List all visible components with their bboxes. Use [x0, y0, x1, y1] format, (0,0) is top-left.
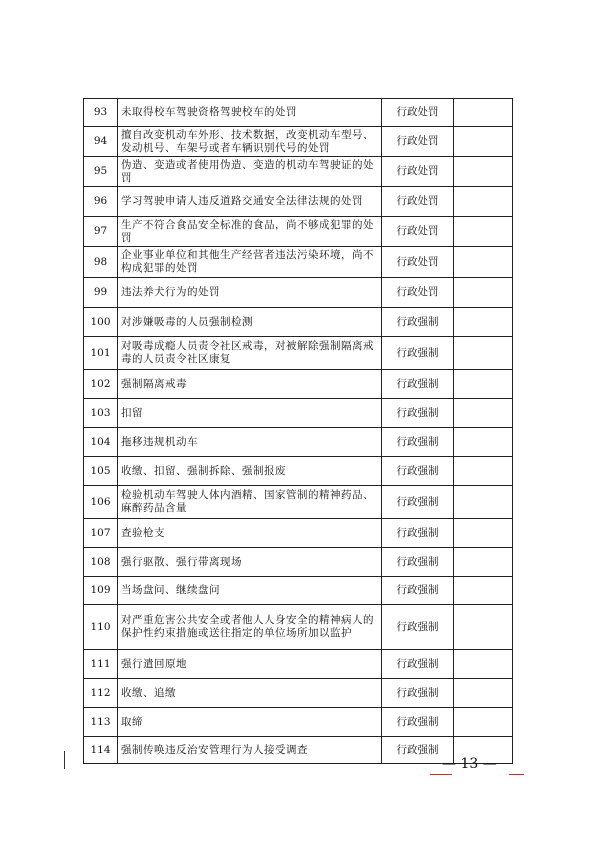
- table-row: [84, 457, 513, 486]
- row-number: 102: [84, 370, 118, 399]
- page-number-accent-right: [509, 774, 524, 775]
- remarks-cell: [454, 278, 513, 308]
- row-number: 109: [84, 577, 118, 605]
- item-description: 擅自改变机动车外形、技术数据，改变机动车型号、发动机号、车架号或者车辆识别代号的处罚: [118, 127, 382, 157]
- item-category: 行政强制: [382, 308, 454, 337]
- remarks-cell: [454, 187, 513, 217]
- table-row: [84, 679, 513, 708]
- item-category: 行政强制: [382, 548, 454, 577]
- row-number: 100: [84, 308, 118, 337]
- page-number: — 13 —: [442, 756, 497, 772]
- item-description: 企业事业单位和其他生产经营者违法污染环境，尚不构成犯罪的处罚: [118, 247, 382, 278]
- item-description: 强制隔离戒毒: [118, 370, 382, 399]
- remarks-cell: [454, 308, 513, 337]
- remarks-cell: [454, 519, 513, 548]
- table-row: [84, 519, 513, 548]
- item-category: 行政强制: [382, 577, 454, 605]
- row-number: 110: [84, 605, 118, 650]
- table-row: [84, 399, 513, 428]
- row-number: 108: [84, 548, 118, 577]
- remarks-cell: [454, 127, 513, 157]
- table-row: [84, 605, 513, 650]
- row-number: 101: [84, 337, 118, 370]
- item-category: 行政强制: [382, 737, 454, 764]
- table-row: [84, 247, 513, 278]
- row-number: 96: [84, 187, 118, 217]
- item-category: 行政强制: [382, 605, 454, 650]
- item-category: 行政强制: [382, 708, 454, 737]
- document-table: [83, 98, 513, 764]
- item-description: 生产不符合食品安全标准的食品，尚不够成犯罪的处罚: [118, 217, 382, 247]
- item-description: 对严重危害公共安全或者他人人身安全的精神病人的保护性约束措施或送往指定的单位场所加以监护: [118, 605, 382, 650]
- item-description: 当场盘问、继续盘问: [118, 577, 382, 605]
- item-category: 行政处罚: [382, 127, 454, 157]
- remarks-cell: [454, 399, 513, 428]
- table-row: [84, 308, 513, 337]
- remarks-cell: [454, 708, 513, 737]
- item-category: 行政强制: [382, 650, 454, 679]
- table-row: [84, 337, 513, 370]
- remarks-cell: [454, 428, 513, 457]
- row-number: 95: [84, 157, 118, 187]
- table-row: [84, 127, 513, 157]
- table-row: [84, 187, 513, 217]
- item-category: 行政处罚: [382, 217, 454, 247]
- row-number: 94: [84, 127, 118, 157]
- table-row: [84, 548, 513, 577]
- item-description: 对吸毒成瘾人员责令社区戒毒，对被解除强制隔离戒毒的人员责令社区康复: [118, 337, 382, 370]
- item-category: 行政强制: [382, 679, 454, 708]
- row-number: 105: [84, 457, 118, 486]
- row-number: 93: [84, 99, 118, 127]
- remarks-cell: [454, 99, 513, 127]
- table-body: [84, 99, 513, 764]
- row-number: 114: [84, 737, 118, 764]
- remarks-cell: [454, 679, 513, 708]
- row-number: 111: [84, 650, 118, 679]
- row-number: 104: [84, 428, 118, 457]
- item-category: 行政处罚: [382, 187, 454, 217]
- page-number-accent-left: [430, 774, 452, 775]
- item-description: 收缴、追缴: [118, 679, 382, 708]
- row-number: 99: [84, 278, 118, 308]
- item-category: 行政处罚: [382, 99, 454, 127]
- table-row: [84, 486, 513, 519]
- item-description: 收缴、扣留、强制拆除、强制报废: [118, 457, 382, 486]
- item-category: 行政强制: [382, 337, 454, 370]
- remarks-cell: [454, 217, 513, 247]
- row-number: 112: [84, 679, 118, 708]
- item-description: 违法养犬行为的处罚: [118, 278, 382, 308]
- item-description: 取缔: [118, 708, 382, 737]
- item-description: 强制传唤违反治安管理行为人接受调查: [118, 737, 382, 764]
- item-category: 行政强制: [382, 486, 454, 519]
- row-number: 103: [84, 399, 118, 428]
- item-description: 检验机动车驾驶人体内酒精、国家管制的精神药品、麻醉药品含量: [118, 486, 382, 519]
- item-description: 扣留: [118, 399, 382, 428]
- row-number: 97: [84, 217, 118, 247]
- remarks-cell: [454, 457, 513, 486]
- remarks-cell: [454, 605, 513, 650]
- remarks-cell: [454, 486, 513, 519]
- table-row: [84, 278, 513, 308]
- remarks-cell: [454, 337, 513, 370]
- table-row: [84, 650, 513, 679]
- item-category: 行政强制: [382, 428, 454, 457]
- item-category: 行政强制: [382, 399, 454, 428]
- row-number: 107: [84, 519, 118, 548]
- table-row: [84, 708, 513, 737]
- item-description: 拖移违规机动车: [118, 428, 382, 457]
- table-row: [84, 577, 513, 605]
- row-number: 98: [84, 247, 118, 278]
- remarks-cell: [454, 247, 513, 278]
- remarks-cell: [454, 370, 513, 399]
- table-row: [84, 370, 513, 399]
- remarks-cell: [454, 157, 513, 187]
- table-row: [84, 99, 513, 127]
- remarks-cell: [454, 548, 513, 577]
- remarks-cell: [454, 650, 513, 679]
- table-row: [84, 217, 513, 247]
- item-category: 行政处罚: [382, 157, 454, 187]
- item-description: 未取得校车驾驶资格驾驶校车的处罚: [118, 99, 382, 127]
- item-category: 行政强制: [382, 370, 454, 399]
- remarks-cell: [454, 577, 513, 605]
- item-description: 查验枪支: [118, 519, 382, 548]
- table-row: [84, 428, 513, 457]
- item-description: 对涉嫌吸毒的人员强制检测: [118, 308, 382, 337]
- item-description: 伪造、变造或者使用伪造、变造的机动车驾驶证的处罚: [118, 157, 382, 187]
- item-description: 强行遣回原地: [118, 650, 382, 679]
- row-number: 106: [84, 486, 118, 519]
- binding-margin-line: [64, 751, 65, 769]
- row-number: 113: [84, 708, 118, 737]
- item-category: 行政强制: [382, 519, 454, 548]
- item-category: 行政处罚: [382, 278, 454, 308]
- item-description: 强行驱散、强行带离现场: [118, 548, 382, 577]
- table-row: [84, 157, 513, 187]
- item-description: 学习驾驶申请人违反道路交通安全法律法规的处罚: [118, 187, 382, 217]
- item-category: 行政强制: [382, 457, 454, 486]
- item-category: 行政处罚: [382, 247, 454, 278]
